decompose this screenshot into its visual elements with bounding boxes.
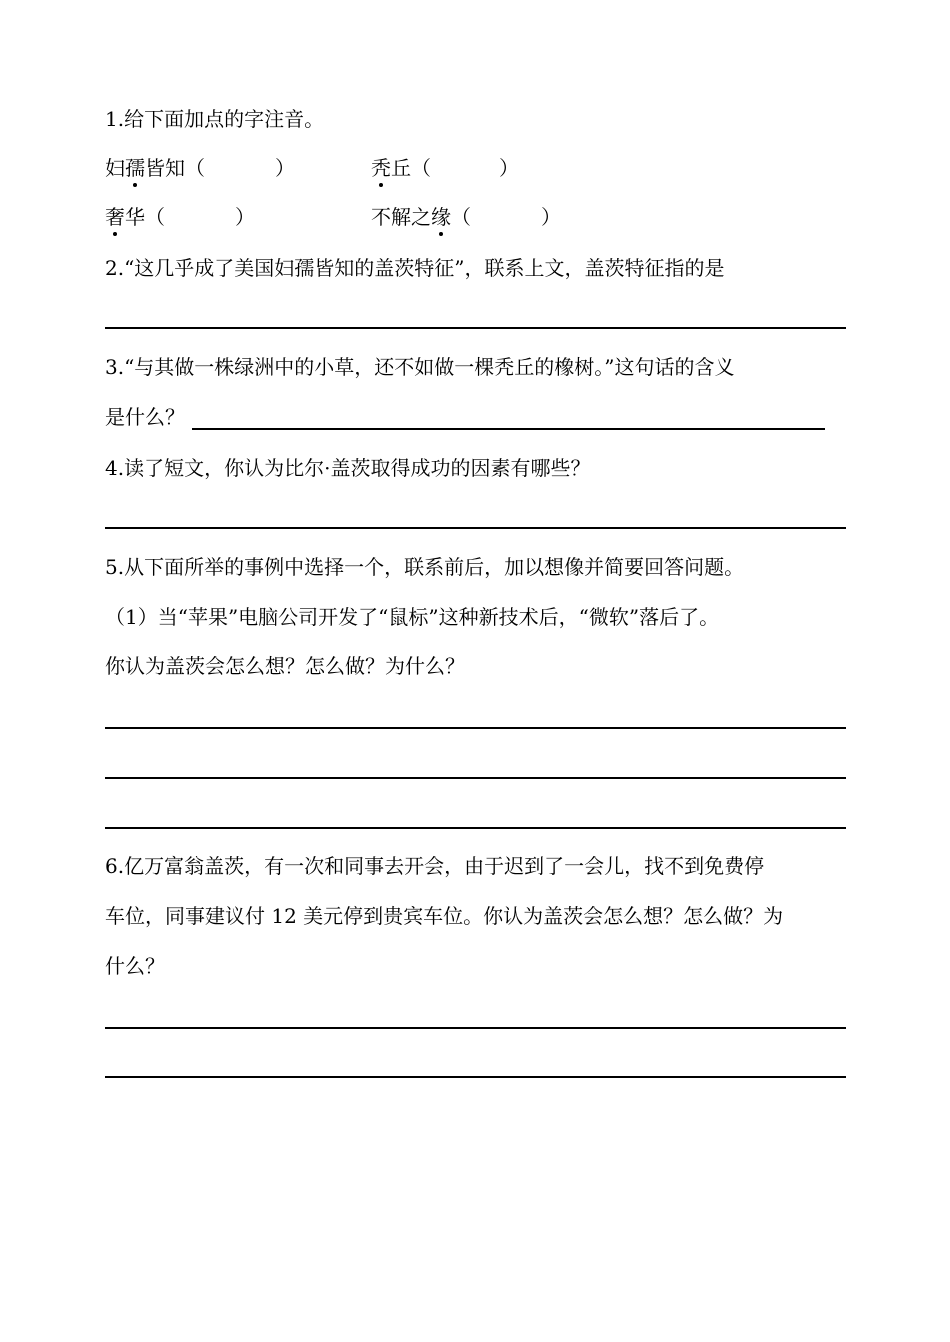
q5-stem: 5.从下面所举的事例中选择一个，联系前后，加以想像并简要回答问题。 [105,555,745,579]
q6-stem-line1: 6.亿万富翁盖茨，有一次和同事去开会，由于迟到了一会儿，找不到免费停 [105,854,765,878]
q6-answer-line-2[interactable] [105,1076,846,1078]
q1-item-1-before: 妇 [105,156,125,180]
q1-item-2 [371,155,519,181]
q5-answer-line-3[interactable] [105,827,846,829]
q1-item-4-before: 不解之 [371,205,431,229]
q1-stem: 1.给下面加点的字注音。 [105,107,325,131]
q1-item-1-dotted-char: 孺 [125,156,145,180]
q1-item-3-close: ） [235,205,255,229]
q1-item-2-after: 丘（ [391,156,431,180]
q3-stem-line1: 3.“与其做一株绿洲中的小草，还不如做一棵秃丘的橡树。”这句话的含义 [105,355,735,379]
q5-sub1-line1: （1）当“苹果”电脑公司开发了“鼠标”这种新技术后，“微软”落后了。 [105,605,720,629]
q4-answer-line[interactable] [105,527,846,529]
q1-item-4-dotted-char: 缘 [431,205,451,229]
q3-answer-line[interactable] [192,428,825,430]
q4-stem: 4.读了短文，你认为比尔·盖茨取得成功的因素有哪些？ [105,456,591,480]
q2-stem: 2.“这几乎成了美国妇孺皆知的盖茨特征”，联系上文，盖茨特征指的是 [105,256,725,280]
q1-item-2-close: ） [499,156,519,180]
q1-item-4-close: ） [541,205,561,229]
q5-sub1-line2: 你认为盖茨会怎么想？怎么做？为什么？ [105,654,465,678]
q5-answer-line-1[interactable] [105,727,846,729]
q2-answer-line[interactable] [105,327,846,329]
q1-item-3-dotted-char: 奢 [105,205,125,229]
q1-item-3-after: 华（ [125,205,165,229]
q1-item-4-after: （ [451,205,471,229]
q1-item-1-after: 皆知（ [145,156,205,180]
q6-answer-line-1[interactable] [105,1027,846,1029]
q6-stem-line2: 车位，同事建议付 12 美元停到贵宾车位。你认为盖茨会怎么想？怎么做？为 [105,904,784,928]
q3-stem-line2: 是什么？ [105,405,185,429]
q1-item-3 [105,204,255,230]
q6-stem-line3: 什么？ [105,954,165,978]
q1-item-1-close: ） [275,156,295,180]
q1-item-1 [105,155,295,181]
q1-item-4 [371,204,561,230]
q5-answer-line-2[interactable] [105,777,846,779]
q1-item-2-dotted-char: 秃 [371,156,391,180]
